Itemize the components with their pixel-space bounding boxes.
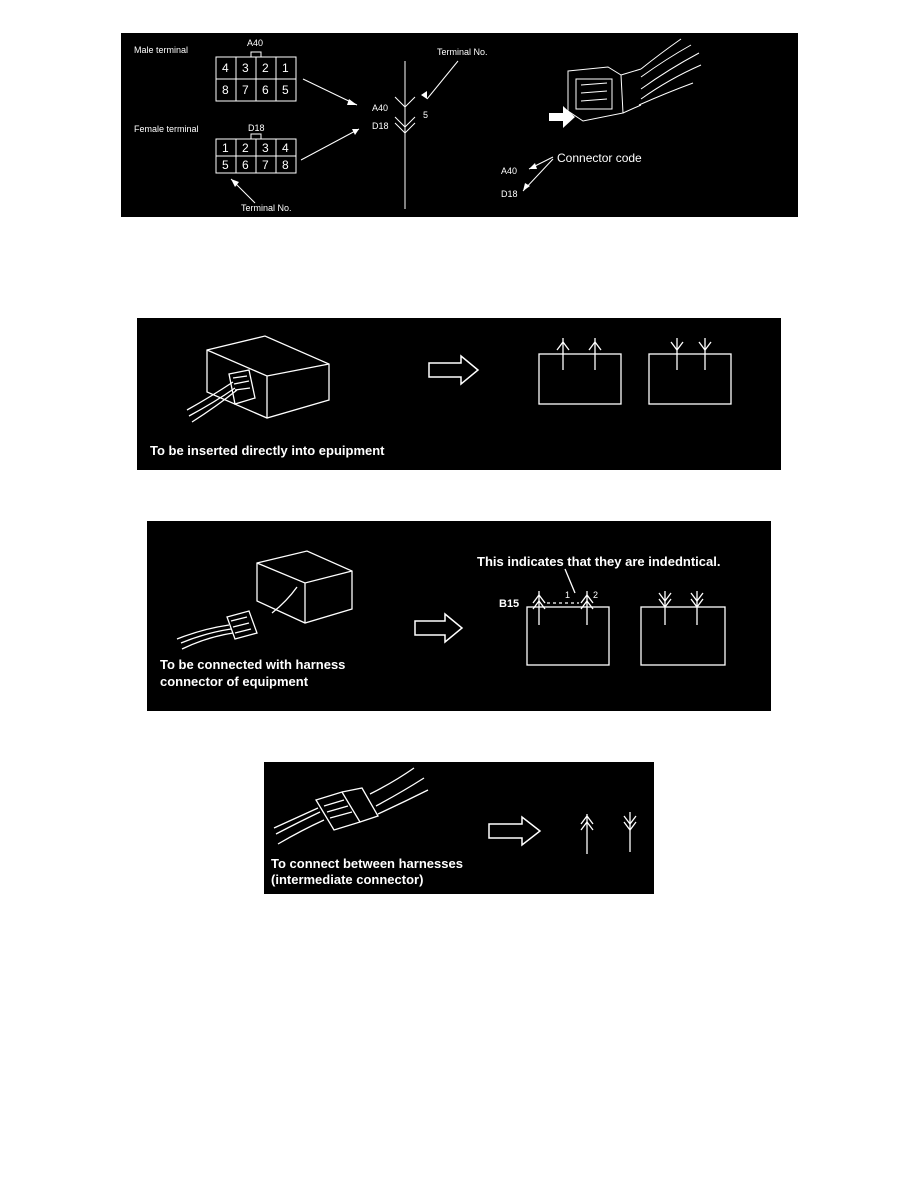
symbol-code-d18: D18 [372,121,389,131]
female-pin: 5 [222,158,229,172]
male-pin: 8 [222,83,229,97]
male-pin: 4 [222,61,229,75]
equipment-with-harness-illustration [177,551,352,649]
female-pin: 3 [262,141,269,155]
female-connector-code: D18 [248,123,265,133]
intermediate-caption-line2: (intermediate connector) [271,872,424,887]
right-connector-box [649,354,731,404]
transform-arrow [415,614,462,642]
harness-caption-line2: connector of equipment [160,674,309,689]
female-terminal-label: Female terminal [134,124,199,134]
insertion-arrow [549,106,575,128]
connector-code-d18: D18 [501,189,518,199]
transform-arrow [489,817,540,845]
intermediate-connector-panel [264,762,654,894]
right-connector-box [641,607,725,665]
harness-caption-line1: To be connected with harness [160,657,346,672]
male-pin: 3 [242,61,249,75]
direct-insert-panel [137,318,781,470]
female-pin: 8 [282,158,289,172]
left-connector-box [539,354,621,404]
connector-code-panel [121,33,798,217]
symbol-code-a40: A40 [372,103,389,113]
connector-code-a40: A40 [501,166,518,176]
intermediate-connector-illustration [274,768,428,844]
symbol-terminal-number: 5 [423,110,429,120]
female-pin: 7 [262,158,269,172]
male-pin: 6 [262,83,269,97]
female-to-symbol-arrow [301,129,359,160]
terminal-2-label: 2 [593,590,599,600]
transform-arrow [429,356,478,384]
harness-connector-panel [147,521,771,711]
male-connector-code: A40 [247,38,264,48]
male-terminal-label: Male terminal [134,45,189,55]
connector-plug-illustration [568,39,701,121]
female-pin: 2 [242,141,249,155]
connector-code-b15: B15 [499,598,520,610]
male-pin: 2 [262,61,269,75]
terminal-no-label-bottom: Terminal No. [241,203,292,213]
male-pin: 5 [282,83,289,97]
female-pin: 4 [282,141,289,155]
equipment-illustration [187,336,329,422]
terminal-no-label-top: Terminal No. [437,47,488,57]
intermediate-caption-line1: To connect between harnesses [271,856,463,871]
female-pin: 1 [222,141,229,155]
connector-code-label: Connector code [557,151,642,165]
identical-note: This indicates that they are indedntical. [477,554,721,569]
male-pin: 7 [242,83,249,97]
terminal-1-label: 1 [565,590,571,600]
direct-insert-caption: To be inserted directly into epuipment [150,443,385,458]
male-pin: 1 [282,61,289,75]
female-pin: 6 [242,158,249,172]
